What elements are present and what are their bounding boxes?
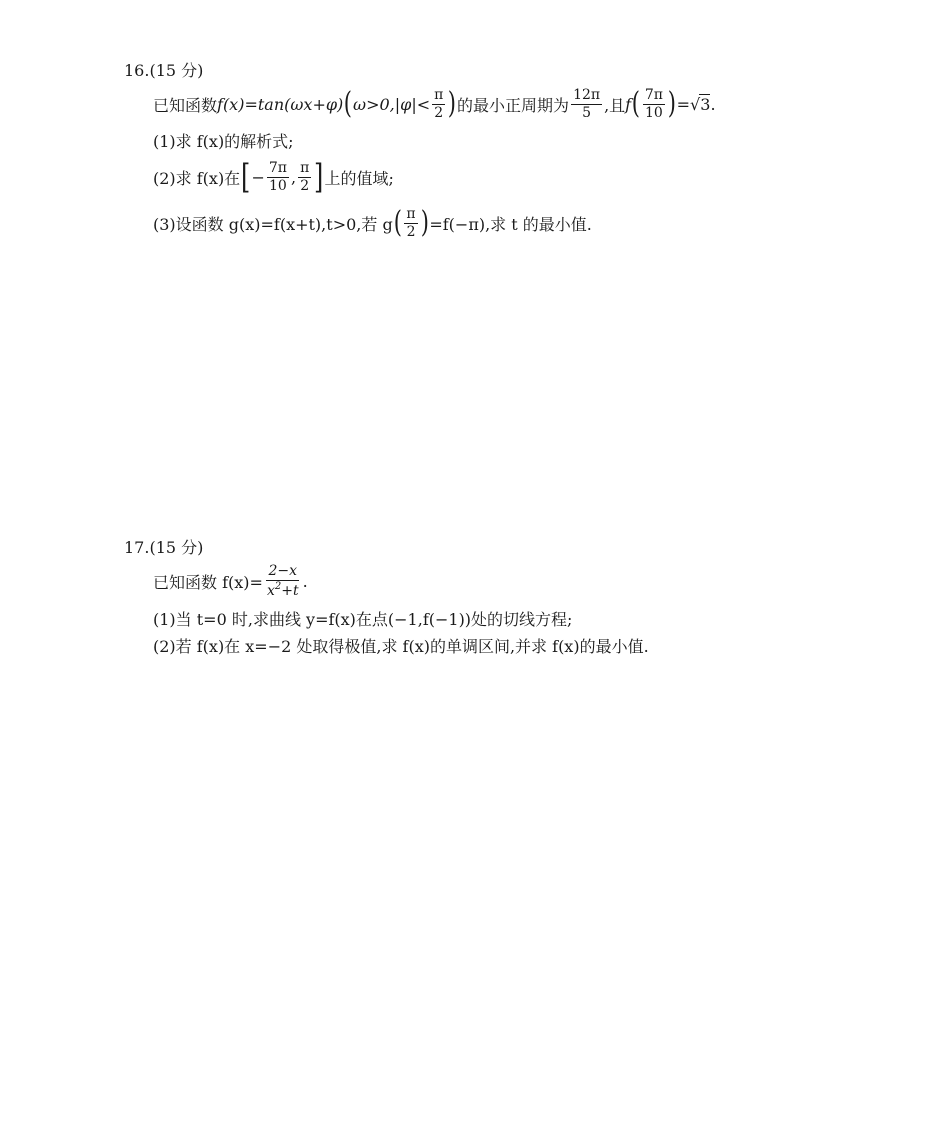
arg-fraction	[643, 88, 665, 120]
arg-open-paren: (	[631, 86, 641, 121]
problem-17-given	[153, 561, 308, 601]
problem-16-q1	[153, 129, 294, 151]
problem-17-number: 17.	[124, 538, 150, 557]
problem-17-q1	[153, 607, 572, 629]
period-fraction	[571, 88, 602, 120]
den-base: x	[266, 582, 275, 599]
q2-text: (2)若 f(x)在 x=−2 处取得极值,求 f(x)的单调区间,并求 f(x)的最小值.	[153, 636, 649, 656]
q2-suffix: 上的值域;	[324, 168, 394, 188]
problem-16-number: 16.	[124, 61, 150, 80]
fraction-denominator: 5	[582, 104, 592, 121]
given-end: .	[710, 94, 716, 114]
sqrt-sign: √	[690, 94, 701, 114]
given-prefix: 已知函数 f(x)=	[153, 572, 263, 592]
q1-text: (1)当 t=0 时,求曲线 y=f(x)在点(−1,f(−1))处的切线方程;	[153, 609, 573, 629]
problem-16-q3	[153, 203, 592, 243]
pi-over-2-fraction	[432, 88, 445, 120]
fraction-numerator: 7π	[644, 86, 663, 103]
right-bracket: ]	[314, 157, 324, 197]
problem-16-header	[124, 58, 203, 81]
arg-close-paren: )	[667, 86, 676, 121]
q3-open-paren: (	[393, 205, 402, 240]
den-rest: +t	[281, 582, 299, 599]
problem-17-q2	[153, 634, 649, 656]
interval-left-fraction	[267, 161, 289, 193]
sqrt-value: 3	[700, 95, 711, 114]
given-and-text: ,且	[604, 95, 626, 115]
fraction-denominator: 2	[300, 177, 310, 194]
left-bracket: [	[241, 157, 251, 197]
fraction-numerator: π	[300, 159, 310, 176]
q3-prefix: (3)设函数 g(x)=f(x+t),t>0,若 g	[153, 214, 393, 234]
fraction-denominator: 10	[269, 177, 287, 194]
fraction-numerator: π	[406, 205, 416, 222]
fraction-numerator: 12π	[573, 86, 601, 103]
fraction-denominator: 2	[406, 223, 416, 240]
given-function: f(x)=tan(ωx+φ)	[217, 94, 344, 114]
given-condition: ω>0,|φ|<	[353, 94, 431, 114]
interval-comma: ,	[290, 167, 297, 187]
q1-text: (1)求 f(x)的解析式;	[153, 131, 294, 151]
fraction-numerator: 7π	[268, 159, 287, 176]
interval-right-fraction	[298, 161, 311, 193]
minus-sign: −	[251, 167, 265, 187]
given-end: .	[302, 571, 308, 591]
given-prefix: 已知函数	[153, 95, 218, 115]
problem-16-given	[153, 84, 716, 124]
fraction-denominator: 10	[644, 104, 663, 121]
fraction-denominator: 2	[434, 104, 444, 121]
given-f: f	[625, 94, 632, 114]
fraction-numerator: 2−x	[268, 562, 298, 579]
den-exponent: 2	[274, 580, 282, 592]
fraction-denominator	[265, 581, 301, 599]
given-mid-text: 的最小正周期为	[457, 95, 570, 115]
function-fraction	[265, 564, 301, 598]
problem-16-points: (15 分)	[149, 61, 204, 80]
q3-suffix: =f(−π),求 t 的最小值.	[429, 214, 592, 234]
q3-fraction	[404, 207, 417, 239]
problem-17-header	[124, 535, 203, 558]
q3-close-paren: )	[420, 205, 429, 240]
cond-open-paren: (	[344, 86, 353, 121]
problem-16-q2	[153, 157, 394, 197]
given-eq: =	[676, 94, 691, 114]
q2-prefix: (2)求 f(x)在	[153, 168, 241, 188]
cond-close-paren: )	[448, 86, 457, 121]
fraction-numerator: π	[434, 86, 444, 103]
problem-17-points: (15 分)	[149, 538, 204, 557]
